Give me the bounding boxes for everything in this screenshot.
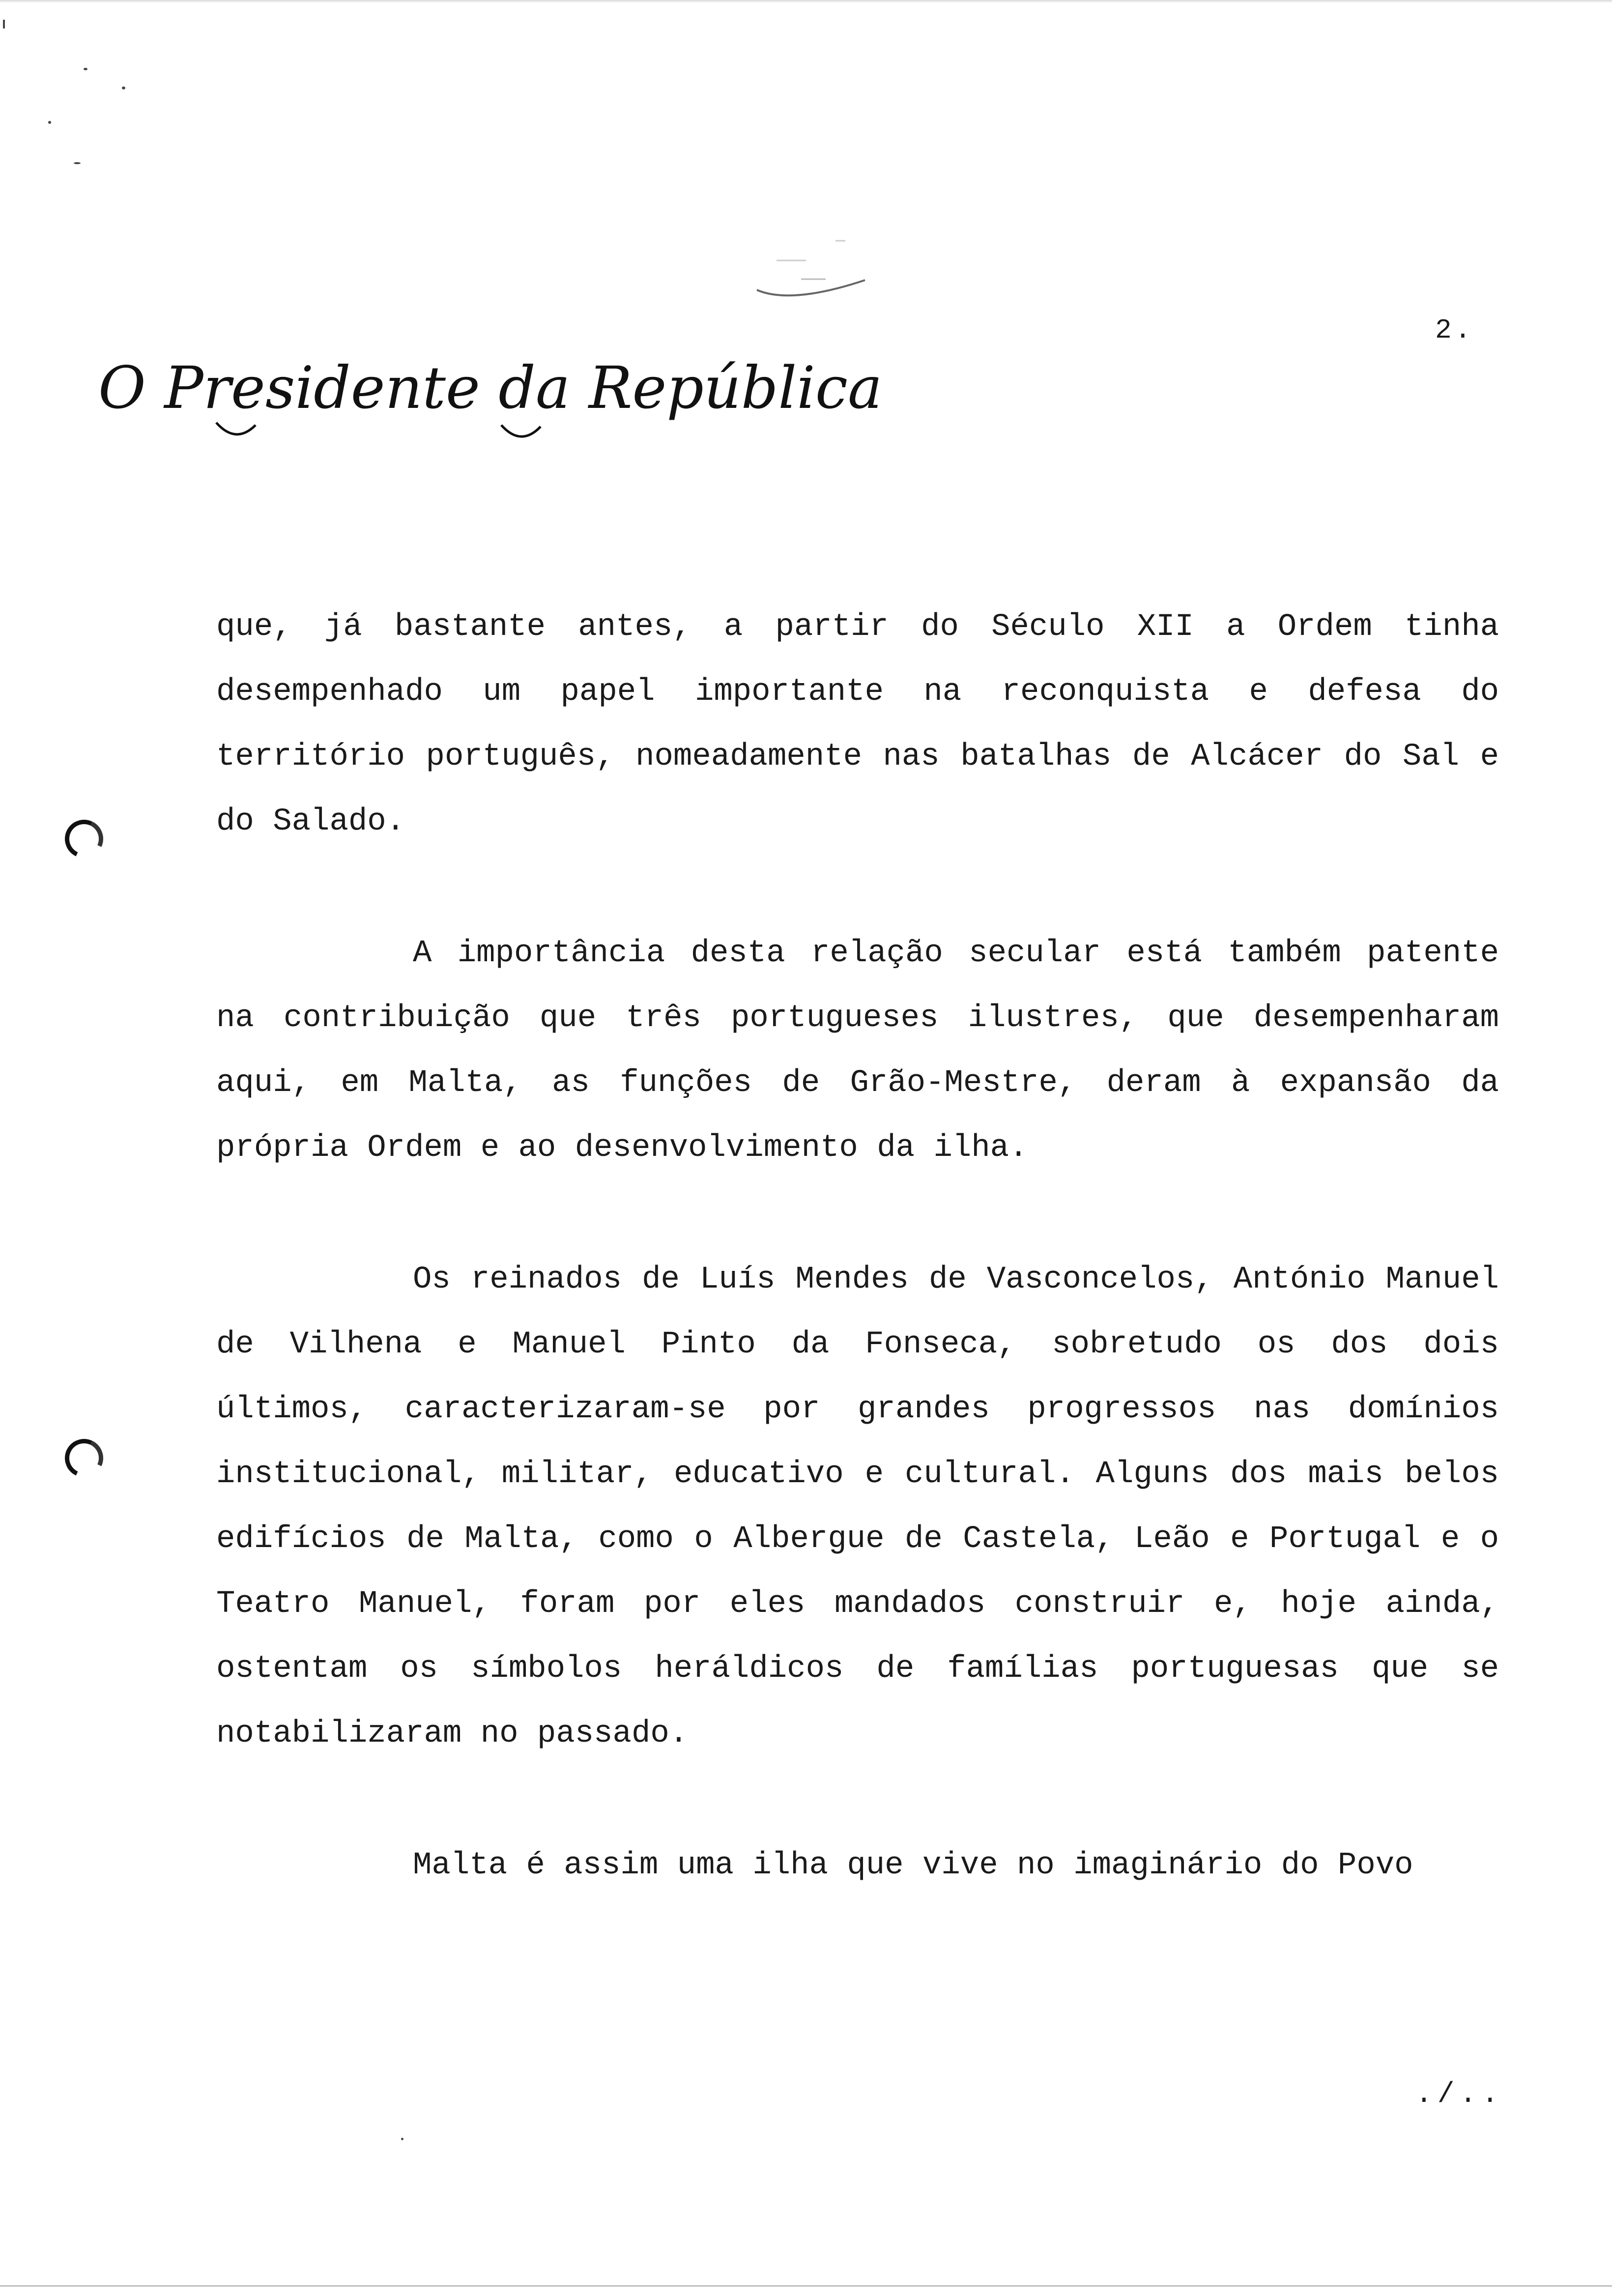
- paragraph: que, já bastante antes, a partir do Século XII a Ordem tinha desempenhado um papel importante na reconquista e defesa do território português, nomeadamente nas batalhas de Alcácer do Sal e do Salado.: [216, 609, 1499, 839]
- paragraph: Malta é assim uma ilha que vive no imaginário do Povo: [413, 1848, 1413, 1883]
- scan-speck: [401, 2138, 403, 2140]
- paragraph: A importância desta relação secular está também patente na contribuição que três portugueses ilustres, que desempenharam aqui, em Malta, as funções de Grão-Mestre, deram à expansão da própria Ordem e ao desenvolvimento da ilha.: [216, 936, 1499, 1166]
- punch-hole-mark: [59, 814, 109, 863]
- scan-speck: [3, 20, 5, 29]
- scan-speck: [48, 121, 51, 124]
- embossed-seal-mark: [747, 231, 865, 310]
- continuation-mark: ./..: [1415, 2079, 1504, 2111]
- scan-speck: [122, 86, 125, 89]
- scan-speck: [84, 68, 87, 70]
- letterhead-script-logo: [98, 339, 883, 447]
- letter-body: [216, 595, 1499, 1965]
- scan-bottom-edge: [0, 2285, 1612, 2292]
- scan-top-edge: [0, 0, 1612, 3]
- scan-speck: [74, 162, 81, 164]
- punch-hole-mark: [59, 1434, 109, 1483]
- page-number: 2.: [1435, 315, 1474, 346]
- letterhead-text: O Presidente da República: [98, 354, 883, 422]
- paragraph: Os reinados de Luís Mendes de Vasconcelos, António Manuel de Vilhena e Manuel Pinto da Fonseca, sobretudo os dos dois últimos, caracterizaram-se por grandes progressos nas domínios institucional, militar, educativo e cultural. Alguns dos mais belos edifícios de Malta, como o Albergue de Castela, Leão e Portugal e o Teatro Manuel, foram por eles mandados construir e, hoje ainda, ostentam os símbolos heráldicos de famílias portuguesas que se notabilizaram no passado.: [216, 1262, 1499, 1751]
